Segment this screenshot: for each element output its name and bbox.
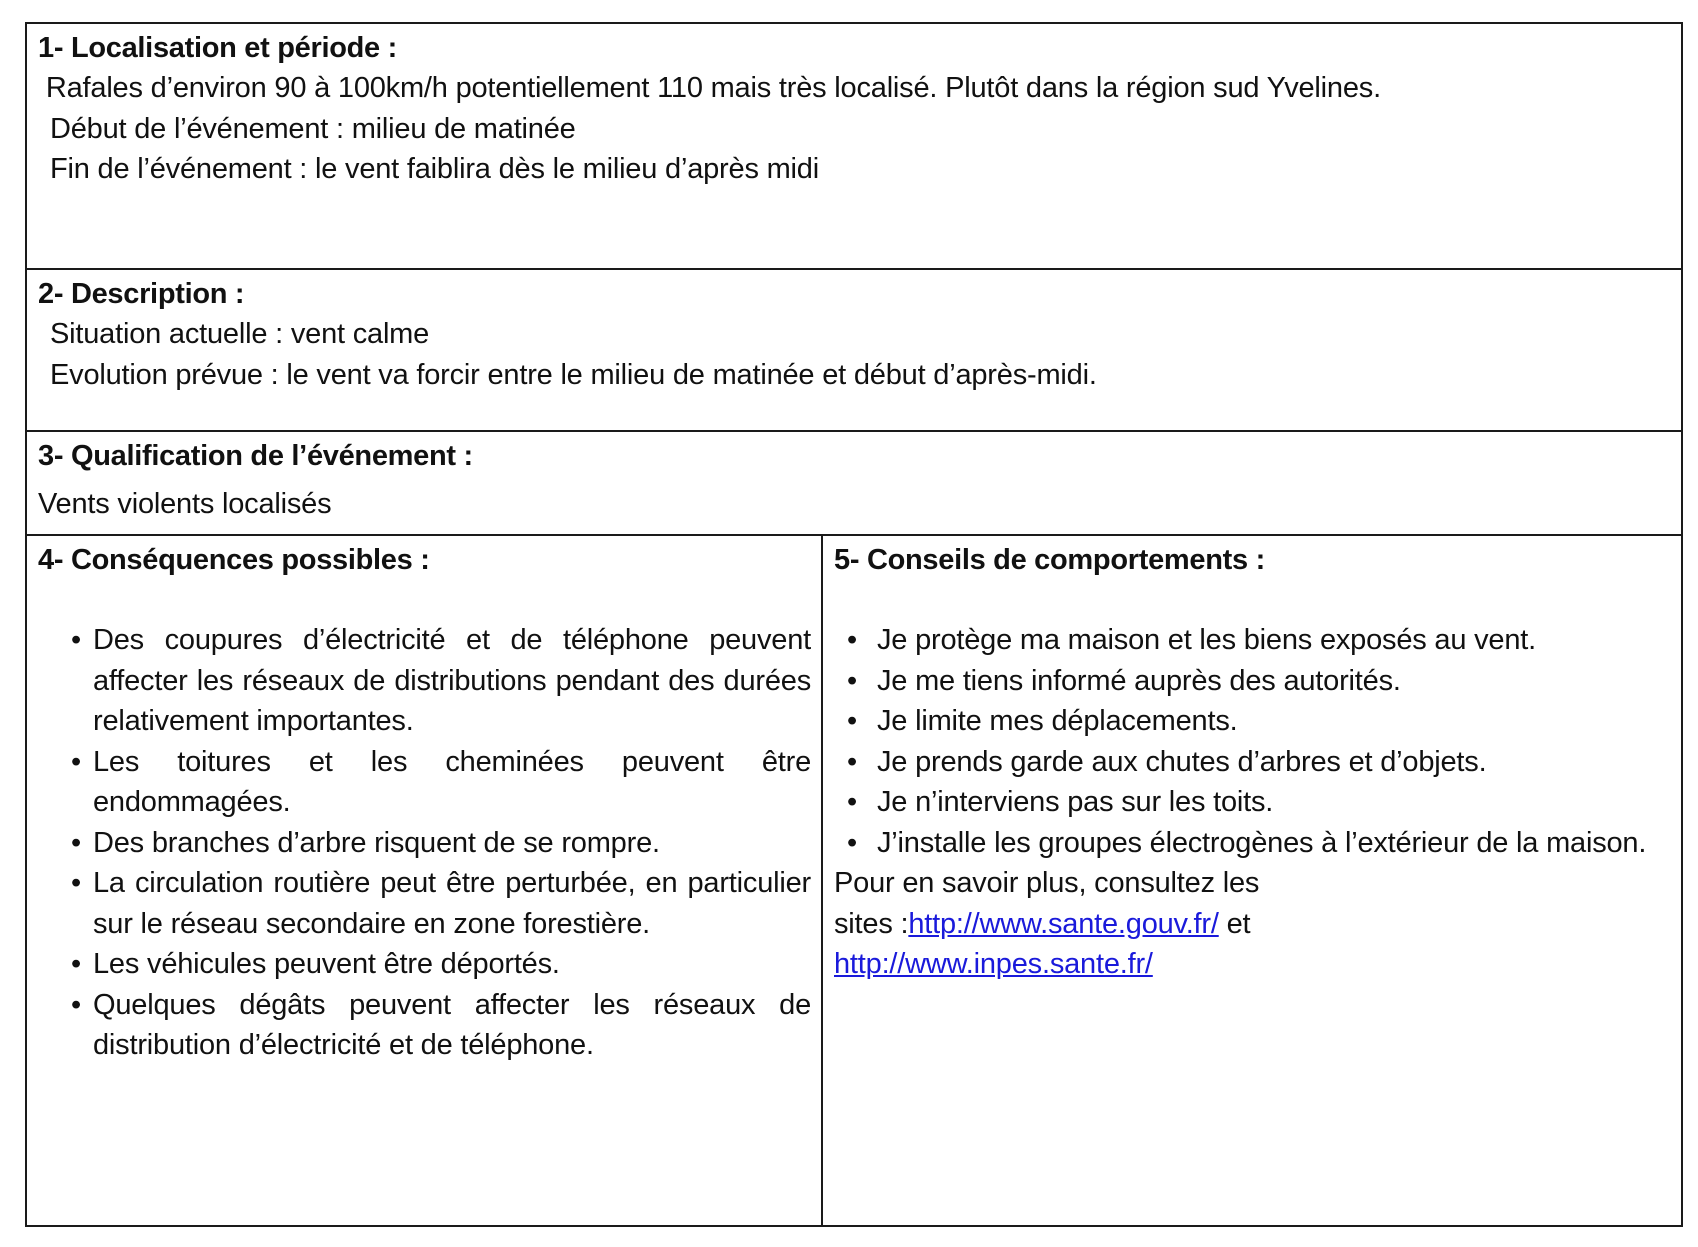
consequence-item: • Des branches d’arbre risquent de se rompre.	[93, 823, 811, 864]
consequence-item: • Des coupures d’électricité et de téléphone peuvent affecter les réseaux de distributions pendant des durées relativement importantes.	[93, 620, 811, 742]
section-consequences	[27, 536, 823, 1225]
conseil-item: • Je me tiens informé auprès des autorités.	[877, 661, 1671, 702]
conseil-item: • Je n’interviens pas sur les toits.	[877, 782, 1671, 823]
sites-prefix: sites :	[834, 907, 909, 940]
qualification-value: Vents violents localisés	[38, 488, 332, 520]
consequences-list	[38, 620, 811, 1066]
current-situation-text: Situation actuelle : vent calme	[50, 318, 430, 350]
section-localisation	[27, 24, 1681, 270]
consequence-item: • La circulation routière peut être perturbée, en particulier sur le réseau secondaire en zone forestière.	[93, 863, 811, 944]
event-start-text: Début de l’événement : milieu de matinée	[50, 112, 576, 145]
vigilance-table	[25, 22, 1683, 1227]
conseils-list	[834, 620, 1671, 863]
sections-consequences-conseils	[27, 536, 1681, 1225]
consequence-item: • Les toitures et les cheminées peuvent être endommagées.	[93, 742, 811, 823]
consequence-item: • Quelques dégâts peuvent affecter les réseaux de distribution d’électricité et de téléphone.	[93, 985, 811, 1066]
gusts-text: Rafales d’environ 90 à 100km/h potentiellement 110 mais très localisé. Plutôt dans la région sud Yvelines.	[45, 72, 1381, 104]
event-end-text: Fin de l’événement : le vent faiblira dès le milieu d’après midi	[50, 153, 819, 185]
section-qualification	[27, 432, 1681, 536]
section-description-heading: 2- Description :	[38, 278, 245, 310]
consequence-item: • Les véhicules peuvent être déportés.	[93, 944, 811, 985]
more-info-text: Pour en savoir plus, consultez les	[834, 867, 1260, 899]
sites-line	[834, 904, 1671, 945]
section-qualification-heading: 3- Qualification de l’événement :	[38, 440, 473, 472]
link-inpes-sante[interactable]: http://www.inpes.sante.fr/	[834, 948, 1153, 980]
conseil-item: • Je protège ma maison et les biens exposés au vent.	[877, 620, 1671, 661]
conseil-item: • Je prends garde aux chutes d’arbres et d’objets.	[877, 742, 1671, 783]
section-description	[27, 270, 1681, 432]
section-conseils	[823, 536, 1681, 1225]
section-localisation-heading: 1- Localisation et période :	[38, 32, 397, 64]
link-line	[834, 944, 1671, 985]
conseil-item: • Je limite mes déplacements.	[877, 701, 1671, 742]
conseil-item: • J’installe les groupes électrogènes à l’extérieur de la maison.	[877, 823, 1671, 864]
link-sante-gouv[interactable]: http://www.sante.gouv.fr/	[908, 907, 1219, 940]
links-connector: et	[1218, 907, 1251, 940]
section-conseils-heading: 5- Conseils de comportements :	[834, 544, 1265, 576]
forecast-evolution-text: Evolution prévue : le vent va forcir entre le milieu de matinée et début d’après-midi.	[50, 358, 1097, 391]
section-consequences-heading: 4- Conséquences possibles :	[38, 544, 430, 576]
